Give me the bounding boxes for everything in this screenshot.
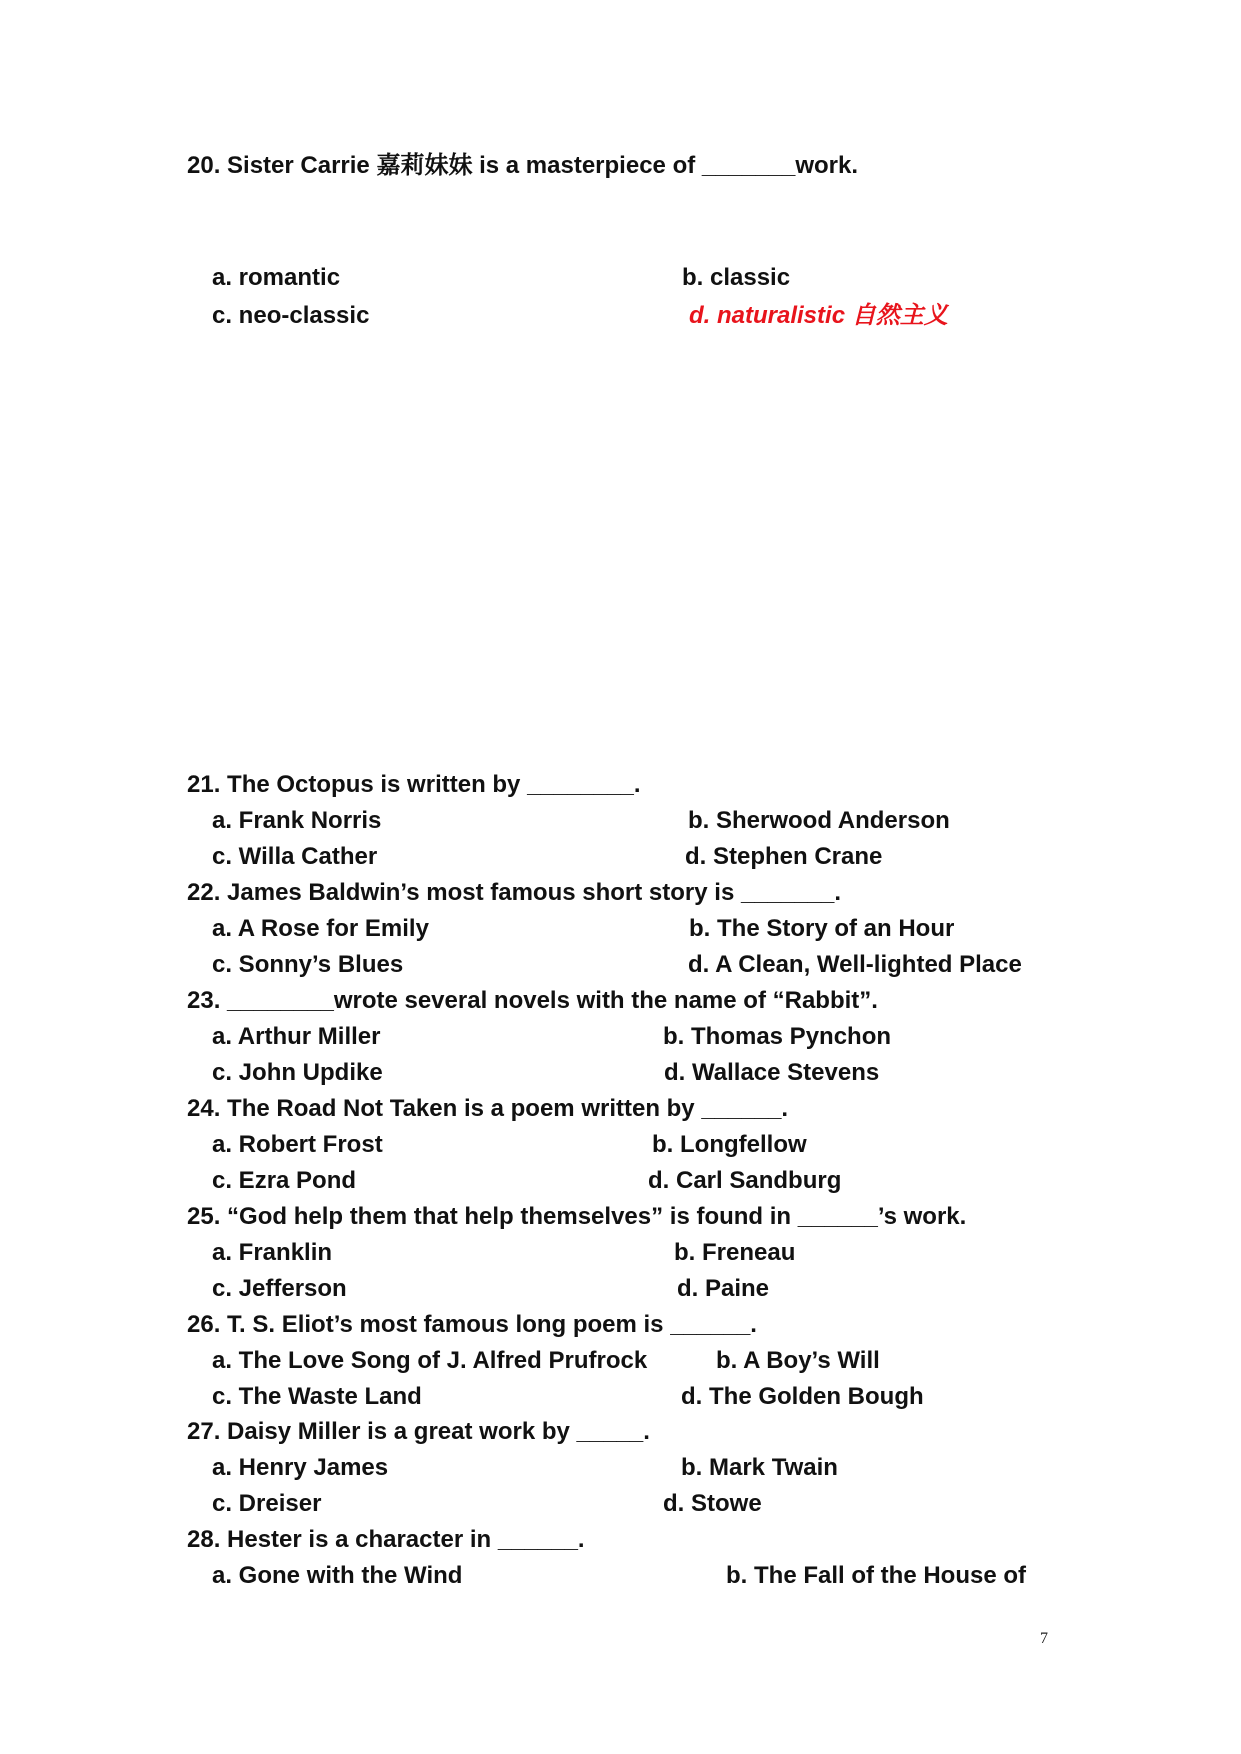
question-24-option-d: d. Carl Sandburg [648, 1167, 842, 1194]
question-23-option-c: c. John Updike [212, 1059, 383, 1086]
question-23-option-b: b. Thomas Pynchon [663, 1023, 892, 1050]
question-26-option-b: b. A Boy’s Will [716, 1347, 880, 1374]
question-26-stem: 26. T. S. Eliot’s most famous long poem is ______. [187, 1311, 757, 1338]
question-28-option-b: b. The Fall of the House of [726, 1562, 1026, 1589]
question-25-stem: 25. “God help them that help themselves” is found in ______’s work. [187, 1203, 967, 1230]
question-22-option-a: a. A Rose for Emily [212, 915, 429, 942]
question-24-option-c: c. Ezra Pond [212, 1167, 357, 1194]
question-20-option-c: c. neo-classic [212, 302, 370, 329]
question-20-option-b: b. classic [682, 264, 791, 291]
question-20-option-a: a. romantic [212, 264, 341, 291]
question-24-option-a: a. Robert Frost [212, 1131, 383, 1158]
question-22-option-c: c. Sonny’s Blues [212, 951, 404, 978]
page-number: 7 [1040, 1630, 1048, 1647]
question-21-stem: 21. The Octopus is written by ________. [187, 771, 641, 798]
question-25-option-d: d. Paine [677, 1275, 770, 1302]
question-20-option-d-answer: d. naturalistic 自然主义 [689, 302, 948, 329]
question-21-option-a: a. Frank Norris [212, 807, 382, 834]
question-24-stem: 24. The Road Not Taken is a poem written by ______. [187, 1095, 789, 1122]
question-23-option-d: d. Wallace Stevens [664, 1059, 880, 1086]
question-27-option-b: b. Mark Twain [681, 1454, 838, 1481]
question-24-option-b: b. Longfellow [652, 1131, 807, 1158]
question-22-stem: 22. James Baldwin’s most famous short story is _______. [187, 879, 842, 906]
question-21-option-c: c. Willa Cather [212, 843, 378, 870]
question-26-option-d: d. The Golden Bough [681, 1383, 924, 1410]
question-26-option-c: c. The Waste Land [212, 1383, 422, 1410]
question-22-option-b: b. The Story of an Hour [689, 915, 955, 942]
question-25-option-b: b. Freneau [674, 1239, 796, 1266]
question-28-stem: 28. Hester is a character in ______. [187, 1526, 585, 1553]
question-23-option-a: a. Arthur Miller [212, 1023, 381, 1050]
question-27-stem: 27. Daisy Miller is a great work by _____. [187, 1418, 650, 1445]
question-23-stem: 23. ________wrote several novels with the name of “Rabbit”. [187, 987, 878, 1014]
question-27-option-c: c. Dreiser [212, 1490, 322, 1517]
question-26-option-a: a. The Love Song of J. Alfred Prufrock [212, 1347, 648, 1374]
question-21-option-b: b. Sherwood Anderson [688, 807, 950, 834]
question-20-stem: 20. Sister Carrie 嘉莉妹妹 is a masterpiece of _______work. [187, 152, 859, 179]
question-28-option-a: a. Gone with the Wind [212, 1562, 463, 1589]
question-25-option-c: c. Jefferson [212, 1275, 347, 1302]
question-21-option-d: d. Stephen Crane [685, 843, 883, 870]
question-27-option-a: a. Henry James [212, 1454, 389, 1481]
question-22-option-d: d. A Clean, Well-lighted Place [688, 951, 1022, 978]
question-25-option-a: a. Franklin [212, 1239, 333, 1266]
question-27-option-d: d. Stowe [663, 1490, 762, 1517]
